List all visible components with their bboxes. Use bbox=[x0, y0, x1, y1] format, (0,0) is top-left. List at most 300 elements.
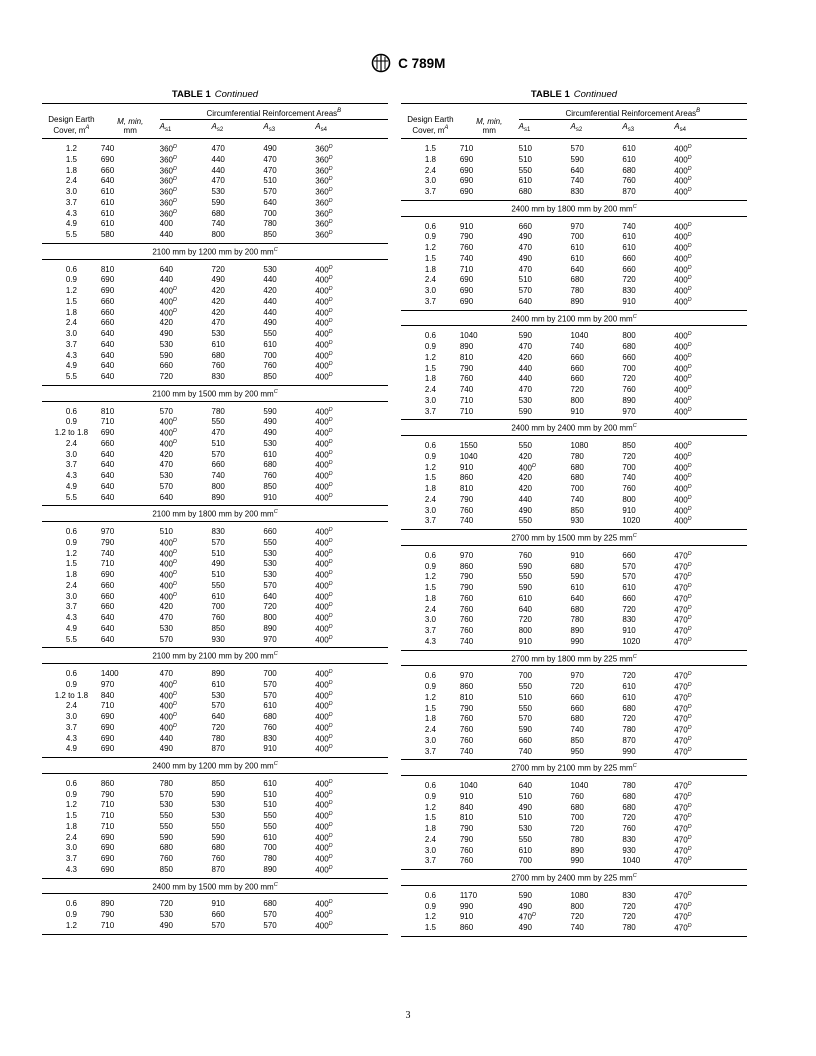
table-cell: $400^D$ bbox=[674, 352, 692, 363]
table-cell: 570 bbox=[518, 714, 532, 724]
table-row bbox=[401, 681, 747, 692]
table-cell: 2.4 bbox=[424, 275, 436, 285]
table-cell: 3.7 bbox=[424, 516, 436, 526]
table-cell: 690 bbox=[100, 722, 115, 732]
table-cell: 870 bbox=[622, 735, 636, 745]
table-cell: $400^D$ bbox=[315, 722, 333, 733]
table-cell: $470^D$ bbox=[674, 791, 692, 802]
table-cell: 690 bbox=[100, 286, 115, 296]
table-cell: 5.5 bbox=[65, 230, 77, 240]
table-cell: 660 bbox=[570, 703, 584, 713]
table-cell: 680 bbox=[211, 208, 225, 218]
table-cell: 990 bbox=[570, 856, 584, 866]
table-row bbox=[401, 175, 747, 186]
table-cell: $470^D$ bbox=[674, 682, 692, 692]
table-cell: 930 bbox=[622, 845, 636, 855]
table-cell: 1.5 bbox=[424, 813, 436, 823]
table-cell: 760 bbox=[263, 722, 277, 732]
table-cell: 2.4 bbox=[65, 438, 77, 448]
table-cell: 660 bbox=[100, 580, 115, 590]
table-cell: $360^D$ bbox=[315, 165, 333, 176]
table-cell: $400^D$ bbox=[315, 417, 333, 428]
table-cell: 4.3 bbox=[65, 864, 77, 874]
table-row bbox=[401, 791, 747, 802]
table-cell: $470^D$ bbox=[674, 714, 692, 725]
table-cell: 550 bbox=[263, 821, 277, 831]
table-cell: $400^D$ bbox=[315, 372, 333, 382]
table-cell: 760 bbox=[159, 854, 173, 864]
table-cell: 440 bbox=[159, 230, 173, 240]
table-cell: 640 bbox=[100, 339, 115, 349]
table-cell: 590 bbox=[570, 572, 584, 582]
table-cell: 810 bbox=[100, 264, 115, 274]
section-heading bbox=[401, 530, 747, 546]
table-cell: 0.9 bbox=[65, 910, 77, 920]
table-cell: $400^D$ bbox=[674, 363, 692, 374]
table-cell: 970 bbox=[459, 550, 474, 560]
table-cell: 420 bbox=[518, 352, 532, 362]
table-cell: $400^D$ bbox=[159, 537, 177, 548]
table-row bbox=[42, 773, 388, 788]
table-cell: 490 bbox=[263, 144, 277, 154]
table-cell: 640 bbox=[100, 372, 115, 382]
table-cell: 490 bbox=[518, 802, 532, 812]
section-heading-text: 2100 mm by 2100 mm by 200 $mm^C$ bbox=[42, 648, 388, 664]
table-cell: $470^D$ bbox=[674, 572, 692, 583]
table-cell: 610 bbox=[622, 243, 636, 253]
table-row bbox=[42, 743, 388, 757]
table-cell: 3.0 bbox=[424, 505, 436, 515]
table-cell: 690 bbox=[459, 187, 474, 197]
table-cell: 3.0 bbox=[65, 591, 77, 601]
col-header-as4: $A_{s4}$ bbox=[315, 120, 388, 139]
table-cell: 950 bbox=[570, 746, 584, 756]
table-row bbox=[401, 625, 747, 636]
table-cell: 850 bbox=[263, 372, 277, 382]
table-cell: 400 bbox=[159, 219, 173, 229]
table-cell: 530 bbox=[518, 395, 532, 405]
table-cell: 420 bbox=[159, 318, 173, 328]
table-cell: $400^D$ bbox=[315, 559, 333, 570]
table-cell: 610 bbox=[263, 778, 277, 788]
table-cell: 780 bbox=[570, 451, 584, 461]
table-cell: 0.6 bbox=[65, 669, 77, 679]
table-cell: 760 bbox=[570, 791, 584, 801]
table-cell: 610 bbox=[622, 232, 636, 242]
table-cell: 710 bbox=[459, 395, 474, 405]
table-row bbox=[401, 274, 747, 285]
table-cell: $400^D$ bbox=[315, 318, 333, 329]
table-cell: 700 bbox=[622, 462, 636, 472]
table-cell: 680 bbox=[570, 275, 584, 285]
table-cell: 700 bbox=[570, 813, 584, 823]
table-cell: $400^D$ bbox=[674, 187, 692, 197]
table-cell: 760 bbox=[518, 550, 532, 560]
table-cell: 850 bbox=[263, 230, 277, 240]
table-cell: $400^D$ bbox=[315, 602, 333, 613]
table-cell: 710 bbox=[100, 701, 115, 711]
table-cell: 3.0 bbox=[424, 286, 436, 296]
table-cell: 660 bbox=[622, 253, 636, 263]
table-cell: 420 bbox=[159, 602, 173, 612]
col-header-as1: $A_{s1}$ bbox=[519, 120, 571, 139]
table-cell: 640 bbox=[518, 604, 532, 614]
table-row bbox=[42, 679, 388, 690]
table-cell: $470^D$ bbox=[674, 901, 692, 912]
table-cell: $400^D$ bbox=[674, 473, 692, 484]
table-cell: $400^D$ bbox=[159, 690, 177, 701]
table-cell: 850 bbox=[622, 441, 636, 451]
table-row bbox=[42, 427, 388, 438]
table-cell: 740 bbox=[622, 473, 636, 483]
table-cell: 860 bbox=[459, 473, 474, 483]
table-cell: 4.9 bbox=[65, 623, 77, 633]
table-cell: $400^D$ bbox=[315, 329, 333, 339]
table-row bbox=[401, 352, 747, 363]
table-cell: 470 bbox=[159, 669, 173, 679]
table-row bbox=[401, 823, 747, 834]
table-cell: 490 bbox=[159, 329, 173, 339]
table-row bbox=[42, 842, 388, 853]
table-row bbox=[42, 789, 388, 800]
table-cell: 530 bbox=[263, 438, 277, 448]
table-cell: 640 bbox=[100, 613, 115, 623]
table-row bbox=[401, 494, 747, 505]
table-cell: 690 bbox=[459, 296, 474, 306]
table-cell: 680 bbox=[211, 843, 225, 853]
table-cell: 740 bbox=[622, 221, 636, 231]
table-cell: 740 bbox=[211, 471, 225, 481]
table-row bbox=[42, 548, 388, 559]
table-cell: 1.2 bbox=[424, 912, 436, 922]
table-cell: $400^D$ bbox=[315, 712, 333, 722]
table-cell: 610 bbox=[518, 176, 532, 186]
table-cell: 930 bbox=[570, 516, 584, 526]
section-heading bbox=[401, 760, 747, 776]
table-cell: $400^D$ bbox=[159, 591, 177, 602]
table-cell: $400^D$ bbox=[315, 899, 333, 910]
table-cell: 660 bbox=[100, 591, 115, 601]
table-cell: 740 bbox=[570, 176, 584, 186]
table-cell: 640 bbox=[100, 329, 115, 339]
table-cell: 440 bbox=[211, 165, 225, 175]
table-cell: $470^D$ bbox=[674, 802, 692, 813]
table-cell: 660 bbox=[570, 352, 584, 362]
table-cell: 640 bbox=[100, 449, 115, 459]
table-cell: 660 bbox=[211, 910, 225, 920]
table-cell: 570 bbox=[263, 920, 277, 930]
table-row bbox=[401, 911, 747, 922]
table-row bbox=[401, 713, 747, 724]
table-cell: $400^D$ bbox=[315, 471, 333, 481]
table-cell: 3.7 bbox=[424, 856, 436, 866]
table-cell: $400^D$ bbox=[674, 331, 692, 342]
table-cell: $400^D$ bbox=[315, 854, 333, 864]
table-cell: 760 bbox=[459, 735, 474, 745]
table-cell: 720 bbox=[570, 824, 584, 834]
table-cell: 420 bbox=[211, 296, 225, 306]
table-cell: 640 bbox=[570, 593, 584, 603]
table-cell: 690 bbox=[100, 275, 115, 285]
table-cell: 570 bbox=[263, 679, 277, 689]
table-cell: 1400 bbox=[100, 669, 119, 679]
table-cell: 790 bbox=[459, 834, 474, 844]
table-cell: $400^D$ bbox=[315, 701, 333, 712]
table-cell: 550 bbox=[518, 703, 532, 713]
table-cell: 690 bbox=[100, 744, 115, 754]
table-cell: 850 bbox=[570, 735, 584, 745]
table-cell: 690 bbox=[100, 832, 115, 842]
table-cell: 850 bbox=[263, 481, 277, 491]
table-cell: 890 bbox=[570, 845, 584, 855]
table-cell: $400^D$ bbox=[159, 570, 177, 580]
table-cell: 720 bbox=[159, 899, 173, 909]
table-row bbox=[42, 339, 388, 350]
table-cell: 640 bbox=[100, 361, 115, 371]
table-cell: 740 bbox=[459, 746, 474, 756]
table-cell: 740 bbox=[459, 253, 474, 263]
table-cell: 680 bbox=[570, 473, 584, 483]
table-cell: 760 bbox=[459, 856, 474, 866]
table-cell: 510 bbox=[263, 789, 277, 799]
table-cell: $400^D$ bbox=[315, 580, 333, 591]
table-cell: 0.6 bbox=[424, 781, 436, 791]
table-cell: 910 bbox=[459, 912, 474, 922]
table-cell: 720 bbox=[622, 275, 636, 285]
table-cell: 890 bbox=[570, 626, 584, 636]
table-cell: 530 bbox=[211, 690, 225, 700]
table-cell: 550 bbox=[518, 572, 532, 582]
table-cell: 700 bbox=[263, 843, 277, 853]
table-cell: 910 bbox=[622, 296, 636, 306]
table-cell: $400^D$ bbox=[315, 744, 333, 755]
section-heading bbox=[42, 758, 388, 774]
table-cell: 530 bbox=[518, 824, 532, 834]
table-cell: 470 bbox=[263, 165, 277, 175]
table-row bbox=[42, 449, 388, 460]
table-cell: 710 bbox=[100, 821, 115, 831]
table-cell: $360^D$ bbox=[315, 219, 333, 230]
table-row bbox=[42, 591, 388, 602]
table-cell: 570 bbox=[211, 920, 225, 930]
table-row bbox=[42, 864, 388, 878]
table-cell: 0.6 bbox=[424, 671, 436, 681]
table-cell: $470^D$ bbox=[674, 550, 692, 561]
table-cell: 530 bbox=[211, 800, 225, 810]
table-cell: 0.6 bbox=[424, 890, 436, 900]
astm-logo-icon bbox=[371, 53, 391, 73]
table-cell: $400^D$ bbox=[674, 296, 692, 307]
table-cell: 800 bbox=[570, 395, 584, 405]
table-row bbox=[42, 259, 388, 274]
table-cell: 610 bbox=[570, 243, 584, 253]
table-cell: $400^D$ bbox=[159, 286, 177, 296]
table-cell: 1.2 bbox=[65, 286, 77, 296]
table-cell: 740 bbox=[570, 342, 584, 352]
table-cell: 510 bbox=[518, 791, 532, 801]
table-cell: 710 bbox=[459, 144, 474, 154]
table-cell: 970 bbox=[263, 634, 277, 644]
table-cell: 740 bbox=[570, 923, 584, 933]
table-row bbox=[42, 810, 388, 821]
table-cell: 590 bbox=[518, 725, 532, 735]
table-cell: 970 bbox=[100, 679, 115, 689]
table-cell: 3.0 bbox=[424, 615, 436, 625]
table-cell: 570 bbox=[211, 537, 225, 547]
table-row bbox=[401, 154, 747, 165]
section-heading-text: 2700 mm by 1800 mm by 225 $mm^C$ bbox=[401, 650, 747, 666]
table-cell: 590 bbox=[159, 350, 173, 360]
table-row bbox=[401, 855, 747, 869]
table-cell: 640 bbox=[159, 492, 173, 502]
table-cell: 740 bbox=[459, 385, 474, 395]
table-cell: 760 bbox=[459, 845, 474, 855]
table-row bbox=[42, 853, 388, 864]
table-cell: 420 bbox=[518, 473, 532, 483]
table-cell: 440 bbox=[159, 733, 173, 743]
table-row bbox=[42, 154, 388, 165]
table-cell: 660 bbox=[100, 296, 115, 306]
table-cell: 550 bbox=[518, 516, 532, 526]
table-cell: 760 bbox=[622, 385, 636, 395]
table-cell: 910 bbox=[459, 462, 474, 472]
table-cell: 530 bbox=[159, 339, 173, 349]
table-cell: 640 bbox=[100, 492, 115, 502]
table-cell: 860 bbox=[100, 778, 115, 788]
table-cell: $470^D$ bbox=[674, 856, 692, 867]
table-cell: $400^D$ bbox=[315, 669, 333, 679]
table-cell: $400^D$ bbox=[315, 449, 333, 460]
table-cell: $400^D$ bbox=[315, 307, 333, 318]
table-cell: 4.9 bbox=[65, 361, 77, 371]
table-cell: 0.9 bbox=[424, 232, 436, 242]
table-cell: $400^D$ bbox=[674, 374, 692, 385]
table-cell: 700 bbox=[518, 671, 532, 681]
section-heading-text: 2700 mm by 2100 mm by 225 $mm^C$ bbox=[401, 760, 747, 776]
section-heading bbox=[42, 878, 388, 894]
table-cell: 780 bbox=[263, 219, 277, 229]
table-cell: 1.8 bbox=[65, 165, 77, 175]
table-cell: 680 bbox=[263, 460, 277, 470]
col-header-m-min: M, min, mm bbox=[101, 104, 160, 139]
table-cell: 530 bbox=[211, 811, 225, 821]
table-cell: 710 bbox=[459, 406, 474, 416]
table-cell: 490 bbox=[518, 923, 532, 933]
table-cell: 470 bbox=[211, 176, 225, 186]
table-cell: $470^D$ bbox=[674, 746, 692, 757]
table-cell: 2.4 bbox=[65, 318, 77, 328]
col-header-as2: $A_{s2}$ bbox=[212, 120, 264, 139]
table-cell: $470^D$ bbox=[674, 845, 692, 856]
table-cell: 0.6 bbox=[65, 899, 77, 909]
table-cell: 760 bbox=[459, 243, 474, 253]
table-cell: $400^D$ bbox=[518, 462, 536, 473]
table-cell: 1.2 bbox=[424, 243, 436, 253]
table-cell: 590 bbox=[518, 561, 532, 571]
table-cell: $400^D$ bbox=[315, 789, 333, 800]
table-cell: 890 bbox=[211, 492, 225, 502]
table-cell: 680 bbox=[622, 802, 636, 812]
table-cell: 610 bbox=[570, 253, 584, 263]
table-cell: 420 bbox=[263, 286, 277, 296]
table-cell: $470^D$ bbox=[674, 615, 692, 626]
table-cell: 910 bbox=[459, 221, 474, 231]
table-cell: 0.6 bbox=[424, 550, 436, 560]
table-cell: 1.2 bbox=[65, 144, 77, 154]
table-cell: 660 bbox=[622, 352, 636, 362]
table-row bbox=[42, 711, 388, 722]
table-row bbox=[42, 274, 388, 285]
table-cell: 680 bbox=[263, 899, 277, 909]
table-row bbox=[42, 799, 388, 810]
table-cell: 440 bbox=[211, 154, 225, 164]
table-cell: $400^D$ bbox=[674, 221, 692, 232]
table-cell: $360^D$ bbox=[159, 154, 177, 165]
table-cell: 1020 bbox=[622, 516, 641, 526]
table-row bbox=[42, 186, 388, 197]
table-cell: 910 bbox=[622, 626, 636, 636]
left-column bbox=[42, 89, 388, 935]
table-cell: 990 bbox=[622, 746, 636, 756]
table-cell: 810 bbox=[459, 692, 474, 702]
table-cell: 680 bbox=[622, 791, 636, 801]
section-heading bbox=[401, 200, 747, 216]
table-cell: 710 bbox=[100, 920, 115, 930]
table-cell: $400^D$ bbox=[674, 264, 692, 275]
table-continued: Continued bbox=[214, 89, 259, 100]
table-cell: 4.3 bbox=[65, 350, 77, 360]
table-cell: 1.8 bbox=[424, 264, 436, 274]
table-cell: 2.4 bbox=[424, 834, 436, 844]
table-cell: 570 bbox=[159, 481, 173, 491]
table-row bbox=[42, 580, 388, 591]
col-header-as2: $A_{s2}$ bbox=[571, 120, 623, 139]
table-cell: $470^D$ bbox=[674, 671, 692, 682]
table-title bbox=[42, 89, 388, 100]
table-cell: $400^D$ bbox=[674, 232, 692, 243]
table-row bbox=[401, 363, 747, 374]
table-cell: 680 bbox=[570, 462, 584, 472]
table-cell: 610 bbox=[211, 679, 225, 689]
table-cell: 550 bbox=[518, 834, 532, 844]
table-cell: 720 bbox=[622, 451, 636, 461]
table-cell: 1.8 bbox=[65, 307, 77, 317]
section-heading-text: 2700 mm by 1500 mm by 225 $mm^C$ bbox=[401, 530, 747, 546]
table-cell: 590 bbox=[263, 406, 277, 416]
table-cell: 870 bbox=[211, 864, 225, 874]
table-cell: 590 bbox=[518, 583, 532, 593]
table-cell: $470^D$ bbox=[674, 890, 692, 901]
table-cell: 610 bbox=[518, 845, 532, 855]
table-cell: 1.2 bbox=[424, 572, 436, 582]
table-cell: 510 bbox=[159, 527, 173, 537]
table-cell: 640 bbox=[159, 264, 173, 274]
table-cell: $470^D$ bbox=[674, 692, 692, 703]
table-cell: 760 bbox=[459, 725, 474, 735]
table-cell: 490 bbox=[211, 559, 225, 569]
table-row bbox=[42, 569, 388, 580]
table-cell: 760 bbox=[263, 471, 277, 481]
table-cell: 680 bbox=[570, 604, 584, 614]
table-cell: 3.7 bbox=[65, 197, 77, 207]
table-cell: 720 bbox=[211, 722, 225, 732]
table-row bbox=[42, 522, 388, 537]
table-cell: $400^D$ bbox=[159, 438, 177, 449]
table-row bbox=[401, 242, 747, 253]
table-cell: 640 bbox=[100, 471, 115, 481]
table-cell: 610 bbox=[622, 144, 636, 154]
table-cell: 760 bbox=[211, 361, 225, 371]
